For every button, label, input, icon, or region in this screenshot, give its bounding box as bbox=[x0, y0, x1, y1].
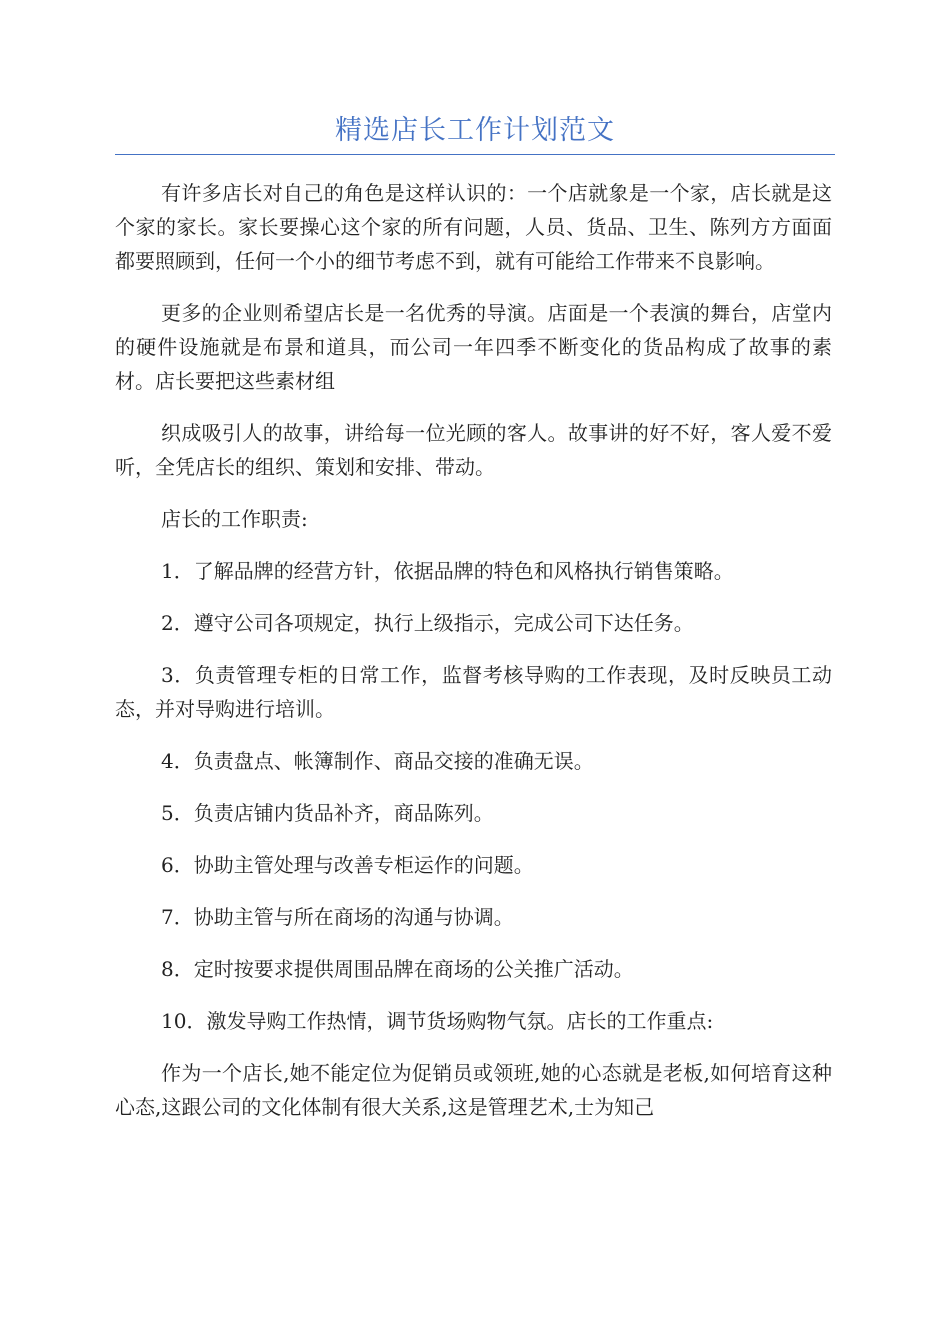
document-body bbox=[115, 176, 832, 1142]
duty-item-5: 5．负责店铺内货品补齐，商品陈列。 bbox=[161, 801, 494, 825]
section-heading-duties: 店长的工作职责: bbox=[161, 507, 308, 531]
paragraph-intro: 有许多店长对自己的角色是这样认识的：一个店就象是一个家，店长就是这个家的家长。家长要操心这个家的所有问题，人员、货品、卫生、陈列方方面面都要照顾到，任何一个小的细节考虑不到，就有可能给工作带来不良影响。 bbox=[115, 181, 832, 273]
paragraph-director: 更多的企业则希望店长是一名优秀的导演。店面是一个表演的舞台，店堂内的硬件设施就是布景和道具，而公司一年四季不断变化的货品构成了故事的素材。店长要把这些素材组 bbox=[115, 301, 832, 393]
duty-item-4: 4．负责盘点、帐簿制作、商品交接的准确无误。 bbox=[161, 749, 594, 773]
duty-item-2: 2．遵守公司各项规定，执行上级指示，完成公司下达任务。 bbox=[161, 611, 694, 635]
paragraph-mindset: 作为一个店长,她不能定位为促销员或领班,她的心态就是老板,如何培育这种心态,这跟公司的文化体制有很大关系,这是管理艺术,士为知己 bbox=[115, 1061, 832, 1119]
title-underline bbox=[115, 154, 835, 155]
duty-item-6: 6．协助主管处理与改善专柜运作的问题。 bbox=[161, 853, 534, 877]
duty-item-10: 10．激发导购工作热情，调节货场购物气氛。店长的工作重点: bbox=[161, 1009, 714, 1033]
duty-item-8: 8．定时按要求提供周围品牌在商场的公关推广活动。 bbox=[161, 957, 634, 981]
document-title: 精选店长工作计划范文 bbox=[335, 115, 615, 146]
duty-item-1: 1．了解品牌的经营方针，依据品牌的特色和风格执行销售策略。 bbox=[161, 559, 734, 583]
paragraph-story: 织成吸引人的故事，讲给每一位光顾的客人。故事讲的好不好，客人爱不爱听，全凭店长的组织、策划和安排、带动。 bbox=[115, 421, 832, 479]
duty-item-3: 3．负责管理专柜的日常工作，监督考核导购的工作表现，及时反映员工动态，并对导购进行培训。 bbox=[115, 663, 832, 721]
duty-item-7: 7．协助主管与所在商场的沟通与协调。 bbox=[161, 905, 514, 929]
